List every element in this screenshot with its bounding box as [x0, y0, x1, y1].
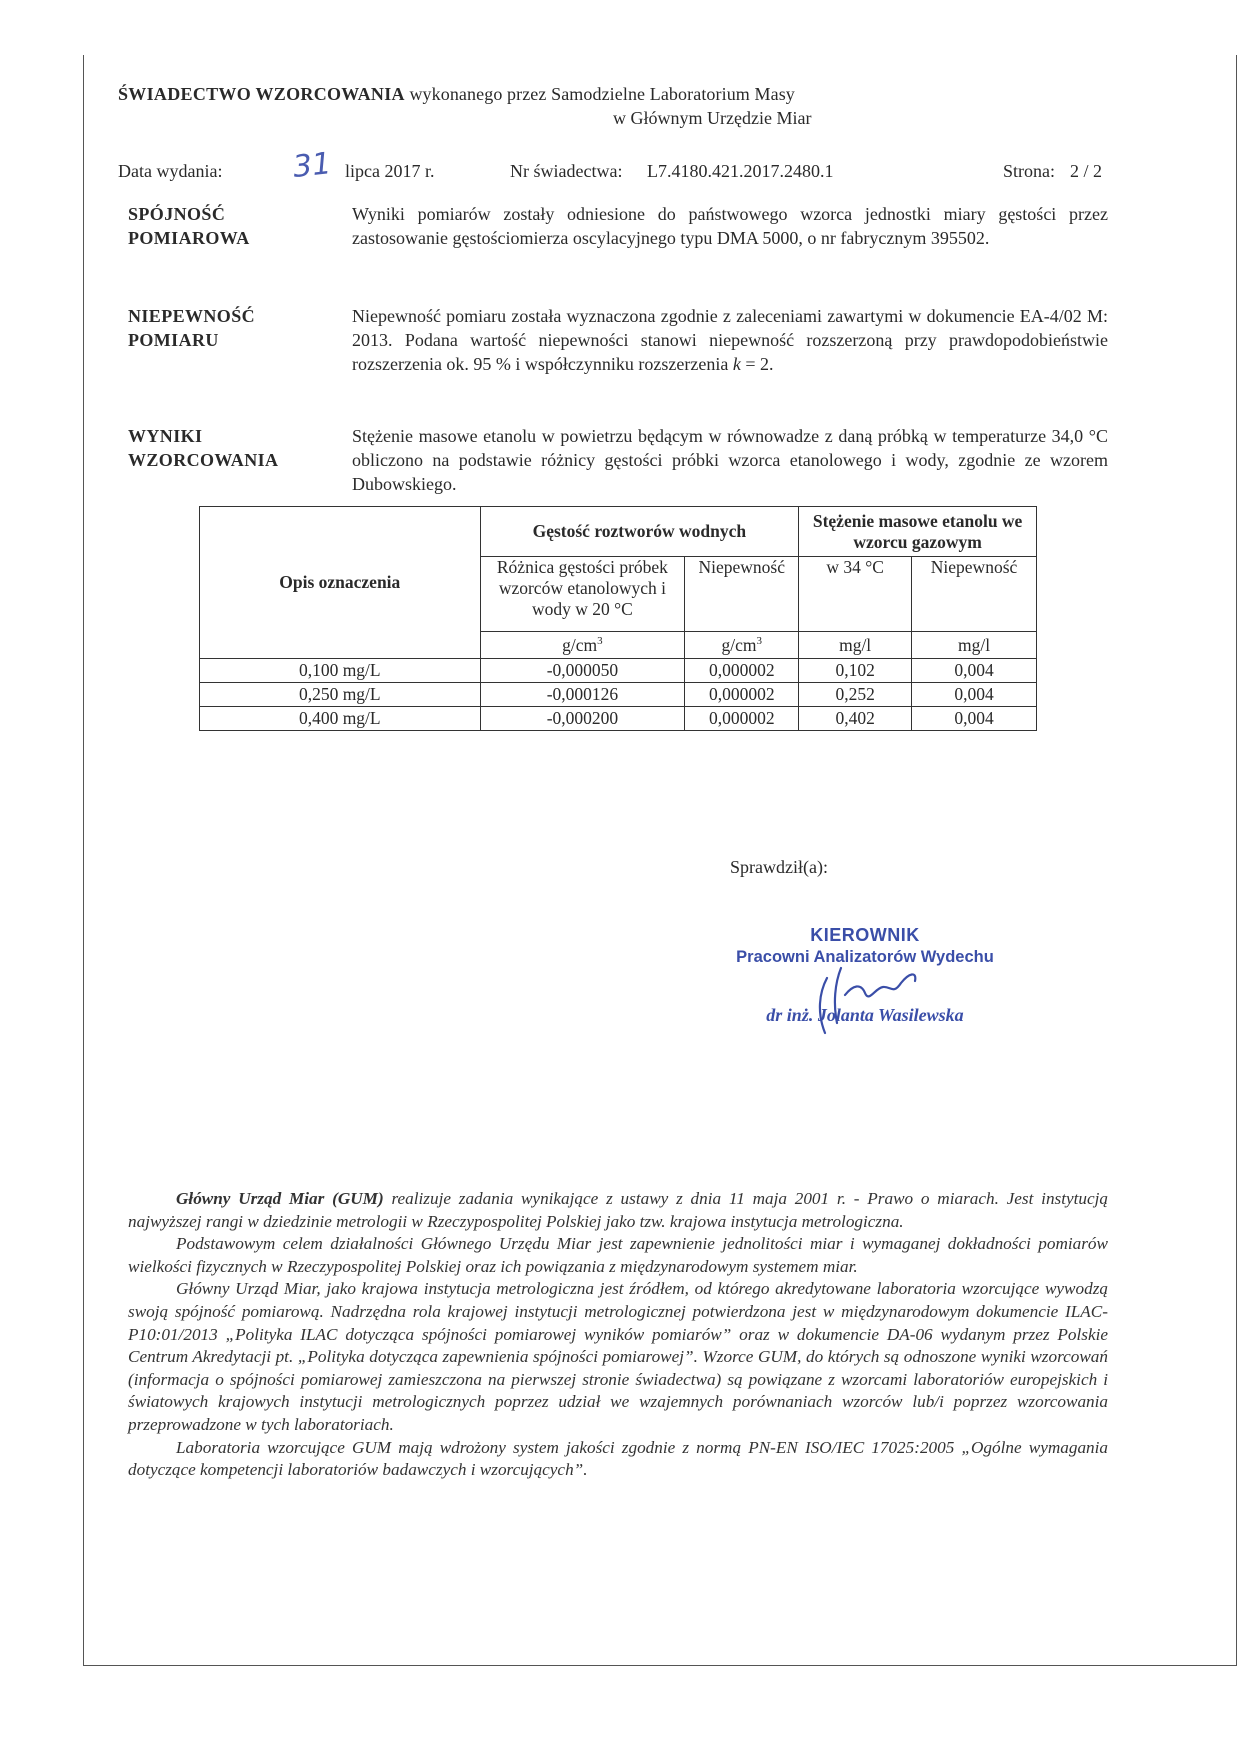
cell-description: 0,100 mg/L — [200, 659, 481, 683]
cell-concentration: 0,402 — [799, 707, 912, 731]
handwritten-signature — [805, 953, 945, 1048]
cell-density-uncertainty: 0,000002 — [685, 707, 799, 731]
concentration-temp-header: w 34 °C — [799, 557, 912, 632]
stamp-name: dr inż. Jolanta Wasilewska — [766, 1005, 964, 1025]
cell-description: 0,250 mg/L — [200, 683, 481, 707]
cell-density-uncertainty: 0,000002 — [685, 659, 799, 683]
cell-density-diff: -0,000050 — [480, 659, 685, 683]
cert-number-label: Nr świadectwa: — [510, 161, 623, 181]
unit-concentration-uncertainty: mg/l — [912, 632, 1037, 659]
cert-number: L7.4180.421.2017.2480.1 — [647, 161, 834, 181]
table-row — [200, 707, 1037, 731]
gum-footer — [128, 1188, 1108, 1482]
unit-density: $g/cm^3$ — [480, 632, 685, 659]
checked-by-label: Sprawdził(a): — [730, 857, 828, 877]
footer-paragraph: Główny Urząd Miar (GUM) realizuje zadania wynikające z ustawy z dnia 11 maja 2001 r. - Prawo o miarach. Jest instytucją najwyższej rangi w dziedzinie metrologii w Rzeczypospolitej Polskiej jako tzw. krajowa instytucja metrologiczna. — [128, 1189, 1108, 1231]
section-uncertainty-text: Niepewność pomiaru została wyznaczona zgodnie z zaleceniami zawartymi w dokumencie EA-4/02 M: 2013. Podana wartość niepewności stanowi niepewność rozszerzoną przy prawdopodobieństwie rozszerzenia ok. 95 % i współczynniku rozszerzenia k = 2. — [352, 306, 1108, 374]
title-rest: wykonanego przez Samodzielne Laboratorium Masy — [409, 84, 795, 104]
issue-month-year: lipca 2017 r. — [345, 161, 435, 181]
col-description-header: Opis oznaczenia — [200, 507, 481, 659]
section-results-heading: WYNIKI WZORCOWANIA — [128, 426, 279, 470]
density-group-header: Gęstość roztworów wodnych — [480, 507, 799, 557]
cell-density-diff: -0,000200 — [480, 707, 685, 731]
cell-concentration-uncertainty: 0,004 — [912, 659, 1037, 683]
cell-concentration-uncertainty: 0,004 — [912, 707, 1037, 731]
section-uncertainty-heading: NIEPEWNOŚĆ POMIARU — [128, 306, 256, 350]
cell-concentration: 0,102 — [799, 659, 912, 683]
certificate-title — [118, 84, 795, 105]
concentration-group-header: Stężenie masowe etanolu we wzorcu gazowym — [799, 507, 1037, 557]
issue-date-label: Data wydania: — [118, 161, 223, 181]
concentration-uncertainty-header: Niepewność — [912, 557, 1037, 632]
results-table — [199, 506, 1037, 731]
cell-density-diff: -0,000126 — [480, 683, 685, 707]
section-results-text: Stężenie masowe etanolu w powietrzu będącym w równowadze z daną próbką w temperaturze 34,0 °C obliczono na podstawie różnicy gęstości próbki wzorca etanolowego i wody, zgodnie ze wzorem Dubowskiego. — [352, 426, 1108, 494]
section-traceability-heading: SPÓJNOŚĆ POMIAROWA — [128, 204, 250, 248]
cell-density-uncertainty: 0,000002 — [685, 683, 799, 707]
cell-description: 0,400 mg/L — [200, 707, 481, 731]
density-diff-header: Różnica gęstości próbek wzorców etanolowych i wody w 20 °C — [480, 557, 685, 632]
table-row — [200, 659, 1037, 683]
page-label: Strona: — [1003, 161, 1055, 181]
certificate-title-line2: w Głównym Urzędzie Miar — [613, 108, 812, 128]
cell-concentration-uncertainty: 0,004 — [912, 683, 1037, 707]
table-row — [200, 683, 1037, 707]
footer-paragraph: Podstawowym celem działalności Głównego Urzędu Miar jest zapewnienie jednolitości miar i wymaganej dokładności pomiarów wielkości fizycznych w Rzeczypospolitej Polskiej oraz ich powiązania z międzynarodowym systemem miar. — [128, 1234, 1108, 1276]
stamp-title: KIEROWNIK — [810, 925, 920, 945]
stamp-department: Pracowni Analizatorów Wydechu — [736, 948, 994, 966]
cell-concentration: 0,252 — [799, 683, 912, 707]
unit-concentration: mg/l — [799, 632, 912, 659]
footer-paragraph: Laboratoria wzorcujące GUM mają wdrożony system jakości zgodnie z normą PN-EN ISO/IEC 17025:2005 „Ogólne wymagania dotyczące kompetencji laboratoriów badawczych i wzorcujących”. — [128, 1437, 1108, 1480]
density-uncertainty-header: Niepewność — [685, 557, 799, 632]
page-value: 2 / 2 — [1070, 161, 1103, 181]
issue-day-handwritten: 31 — [291, 146, 333, 185]
footer-paragraph: Główny Urząd Miar, jako krajowa instytucja metrologiczna jest źródłem, od którego akredytowane laboratoria wzorcujące wywodzą swoją spójność pomiarową. Nadrzędna rola krajowej instytucji metrologicznej potwierdzona jest w międzynarodowym dokumencie ILAC-P10:01/2013 „Polityka ILAC dotycząca spójności pomiarowej wyników pomiarów” oraz w dokumencie DA-06 wydanym przez Polskie Centrum Akredytacji pt. „Polityka dotycząca zapewnienia spójności pomiarowej”. Wzorce GUM, do których są odnoszone wyniki wzorcowań (informacja o spójności pomiarowej zamieszczona na pierwszej stronie świadectwa) są powiązane z wzorcami laboratoriów europejskich i światowych krajowych instytucji metrologicznych poprzez udział we wzajemnych porównaniach wzorców lub/i poprzez wzorcowania przeprowadzone w tych laboratoriach. — [128, 1279, 1108, 1434]
title-bold: ŚWIADECTWO WZORCOWANIA — [118, 84, 405, 104]
section-traceability-text: Wyniki pomiarów zostały odniesione do państwowego wzorca jednostki miary gęstości przez zastosowanie gęstościomierza oscylacyjnego typu DMA 5000, o nr fabrycznym 395502. — [352, 204, 1108, 248]
unit-density-uncertainty: $g/cm^3$ — [685, 632, 799, 659]
